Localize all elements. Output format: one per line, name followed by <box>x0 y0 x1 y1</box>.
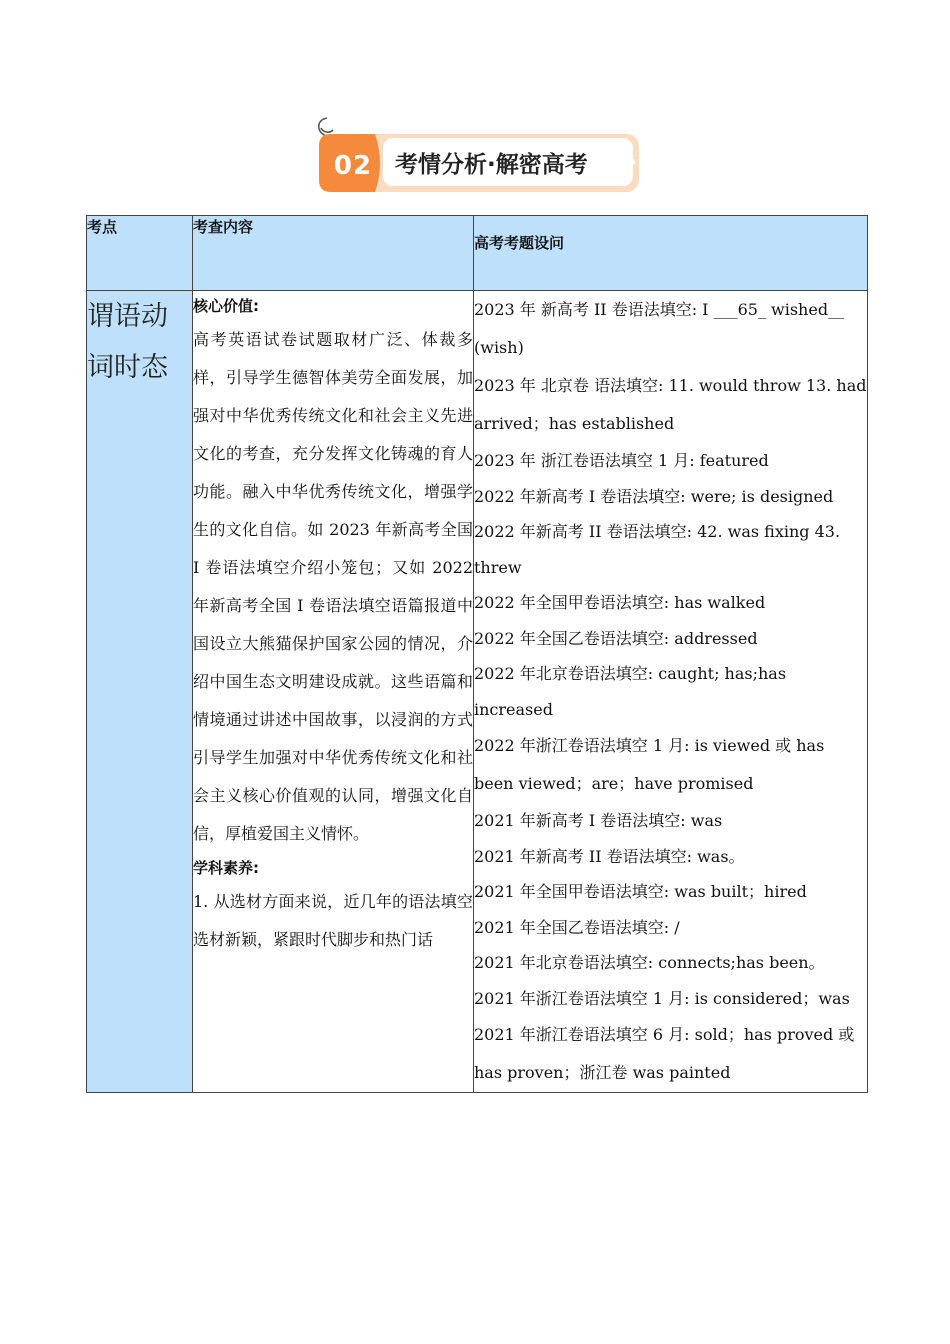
question-item: 2022 年新高考 II 卷语法填空: 42. was fixing 43. threw <box>474 522 841 577</box>
header-questions: 高考考题设问 <box>474 216 868 291</box>
table-header-row <box>87 216 868 291</box>
literacy-text: 1. 从选材方面来说，近几年的语法填空选材新颖，紧跟时代脚步和热门话 <box>193 892 473 949</box>
badge-title: 考情分析·解密高考 <box>395 152 588 178</box>
question-item: 2021 年北京卷语法填空: connects;has been。 <box>474 953 825 972</box>
question-item: 2022 年全国乙卷语法填空: addressed <box>474 628 758 648</box>
question-item: 2021 年浙江卷语法填空 1 月: is considered；was <box>474 988 850 1008</box>
question-item: 2022 年北京卷语法填空: caught; has;has increased <box>474 664 787 719</box>
header-topic: 考点 <box>87 216 193 291</box>
exam-analysis-table <box>86 215 868 1093</box>
question-item: 2021 年浙江卷语法填空 6 月: sold；has proved 或 has proven；浙江卷 was painted <box>474 1025 855 1082</box>
curl-icon <box>319 118 333 136</box>
header-content: 考查内容 <box>193 216 474 291</box>
table-row <box>87 291 868 1093</box>
questions-cell <box>474 291 868 1093</box>
question-item: 2021 年新高考 II 卷语法填空: was。 <box>474 846 745 866</box>
question-item: 2023 年 浙江卷语法填空 1 月: featured <box>474 451 769 470</box>
question-item: 2021 年新高考 I 卷语法填空: was <box>474 811 723 830</box>
core-value-label: 核心价值: <box>193 297 259 315</box>
content-cell <box>193 291 474 1093</box>
question-item: 2021 年全国甲卷语法填空: was built；hired <box>474 882 807 901</box>
question-item: 2022 年全国甲卷语法填空: has walked <box>474 593 766 612</box>
question-item: 2021 年全国乙卷语法填空: / <box>474 917 680 937</box>
literacy-label: 学科素养: <box>193 859 259 877</box>
badge-number: 02 <box>333 151 373 181</box>
question-item: 2023 年 新高考 II 卷语法填空: I ___65_ wished__ (wish) <box>474 300 845 357</box>
question-item: 2022 年浙江卷语法填空 1 月: is viewed 或 has been viewed；are；have promised <box>474 736 825 793</box>
topic-cell: 谓语动词时态 <box>87 291 193 1093</box>
question-item: 2022 年新高考 I 卷语法填空: were; is designed <box>474 486 834 506</box>
core-value-text: 高考英语试卷试题取材广泛、体裁多样，引导学生德智体美劳全面发展，加强对中华优秀传统文化和社会主义先进文化的考查，充分发挥文化铸魂的育人功能。融入中华优秀传统文化，增强学生的文化自信。如 2023 年新高考全国 I 卷语法填空介绍小笼包；又如 2022 年新高考全国 I 卷语法填空语篇报道中国设立大熊猫保护国家公园的情况，介绍中国生态文明建设成就。这些语篇和情境通过讲述中国故事，以浸润的方式引导学生加强对中华优秀传统文化和社会主义核心价值观的认同，增强文化自信，厚植爱国主义情怀。 <box>193 330 473 843</box>
question-item: 2023 年 北京卷 语法填空: 11. would throw 13. had arrived；has established <box>474 376 867 433</box>
section-badge <box>313 114 643 196</box>
